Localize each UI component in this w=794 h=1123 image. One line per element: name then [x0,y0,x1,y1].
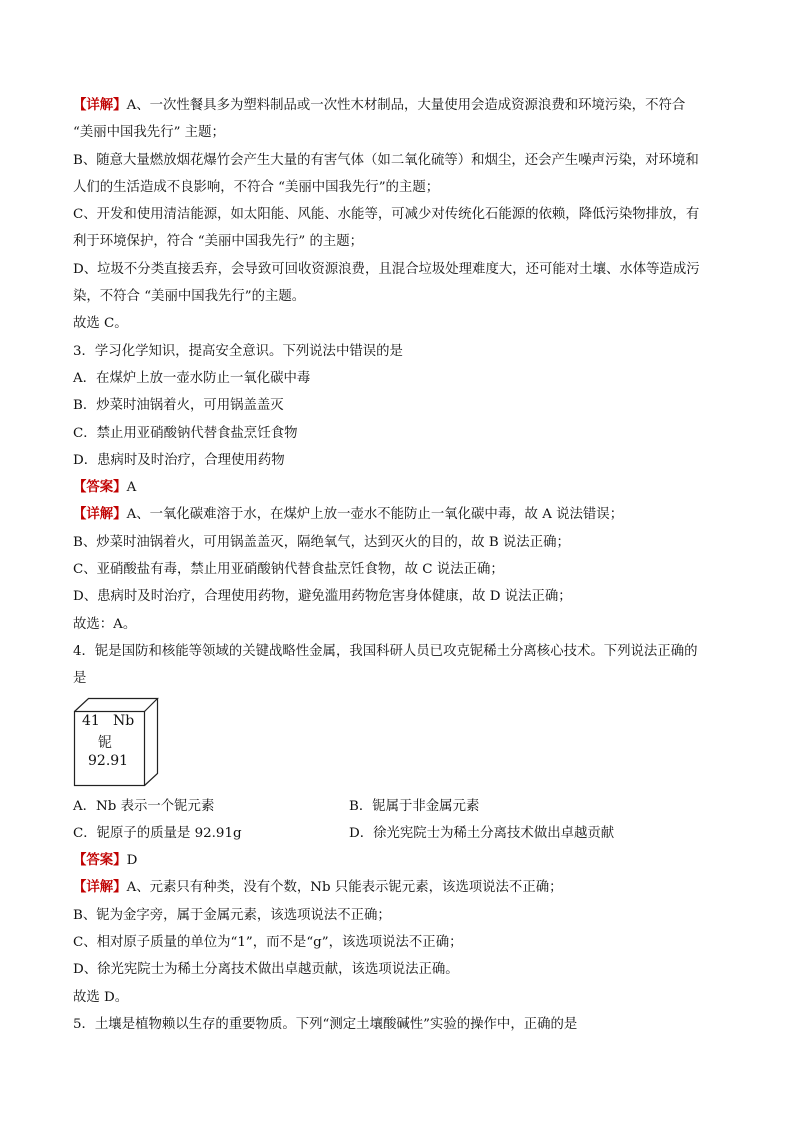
element-name: 铌 [98,734,112,751]
q4-options-row-1 [73,793,728,820]
q4-detail-line-1: 【详解】A、元素只有种类，没有个数，Nb 只能表示铌元素，该选项说法不正确； [73,879,563,896]
q4-detail-line-3: C、相对原子质量的单位为“1”，而不是“g”，该选项说法不正确； [73,935,463,951]
q3-detail-line-4: D、患病时及时治疗，合理使用药物，避免滥用药物危害身体健康，故 D 说法正确； [73,589,572,605]
detail-tag: 【详解】 [73,506,127,523]
q4-option-b: B．铌属于非金属元素 [349,798,480,814]
q4-stem-line-2: 是 [73,671,87,687]
document-page [73,92,728,1038]
q3-option-b: B．炒菜时油锅着火，可用锅盖盖灭 [73,398,284,414]
element-symbol: Nb [113,712,135,729]
q3-option-c: C．禁止用亚硝酸钠代替食盐烹饪食物 [73,425,298,441]
q2-detail-line-2: “美丽中国我先行” 主题； [73,125,225,141]
q3-answer [73,474,728,501]
q2-detail-line-3: B、随意大量燃放烟花爆竹会产生大量的有害气体（如二氧化硫等）和烟尘，还会产生噪声污染，对环境和 [73,152,699,168]
q2-conclusion: 故选 C。 [73,316,128,332]
detail-tag: 【详解】 [73,97,127,113]
q4-option-c: C．铌原子的质量是 92.91g [73,825,242,841]
q3-option-d: D．患病时及时治疗，合理使用药物 [73,452,285,468]
answer-tag: 【答案】 [73,479,127,496]
q3-detail-line-3: C、亚硝酸盐有毒，禁止用亚硝酸钠代替食盐烹饪食物，故 C 说法正确； [73,562,504,578]
q3-detail-line-1: 【详解】A、一氧化碳难溶于水，在煤炉上放一壶水不能防止一氧化碳中毒，故 A 说法错误； [73,506,624,523]
q4-answer [73,847,728,874]
q4-detail-line-2: B、铌为金字旁，属于金属元素，该选项说法不正确； [73,907,391,923]
q4-detail-line-4: D、徐光宪院士为稀土分离技术做出卓越贡献，该选项说法正确。 [73,962,459,978]
q2-detail-line-8: 染，不符合 “美丽中国我先行”的主题。 [73,289,306,305]
q5-stem: 5．土壤是植物赖以生存的重要物质。下列“测定土壤酸碱性”实验的操作中，正确的是 [73,1016,578,1032]
q4-conclusion: 故选 D。 [73,989,129,1005]
atomic-number: 41 [82,712,100,729]
q2-detail-line-6: 利于环境保护，符合 “美丽中国我先行” 的主题； [73,234,364,250]
element-cube-figure [73,697,728,791]
detail-tag: 【详解】 [73,879,127,896]
answer-tag: 【答案】 [73,852,127,869]
q2-detail-line-7: D、垃圾不分类直接丢弃，会导致可回收资源浪费，且混合垃圾处理难度大，还可能对土壤、水体等造成污 [73,261,700,277]
q3-option-a: A．在煤炉上放一壶水防止一氧化碳中毒 [73,370,311,386]
q2-detail-line-5: C、开发和使用清洁能源，如太阳能、风能、水能等，可减少对传统化石能源的依赖，降低污染物排放，有 [73,207,700,223]
q4-option-a: A．Nb 表示一个铌元素 [73,798,215,814]
answer-value: A [126,480,137,496]
q3-stem: 3．学习化学知识，提高安全意识。下列说法中错误的是 [73,343,403,359]
answer-value: D [126,853,138,869]
q2-detail-line-4: 人们的生活造成不良影响，不符合 “美丽中国我先行”的主题； [73,179,440,195]
element-cube-outline [73,697,163,789]
q4-option-d: D．徐光宪院士为稀土分离技术做出卓越贡献 [349,825,615,841]
q2-detail-line-1: 【详解】A、一次性餐具多为塑料制品或一次性木材制品，大量使用会造成资源浪费和环境污染，不符合 [73,97,686,113]
q4-options-row-2 [73,820,728,847]
atomic-mass: 92.91 [88,752,129,769]
q3-detail-line-2: B、炒菜时油锅着火，可用锅盖盖灭，隔绝氧气，达到灭火的目的，故 B 说法正确； [73,534,570,550]
q4-stem-line-1: 4．铌是国防和核能等领域的关键战略性金属，我国科研人员已攻克铌稀土分离核心技术。下列说法正确的 [73,643,698,659]
q3-conclusion: 故选：A。 [73,616,137,632]
